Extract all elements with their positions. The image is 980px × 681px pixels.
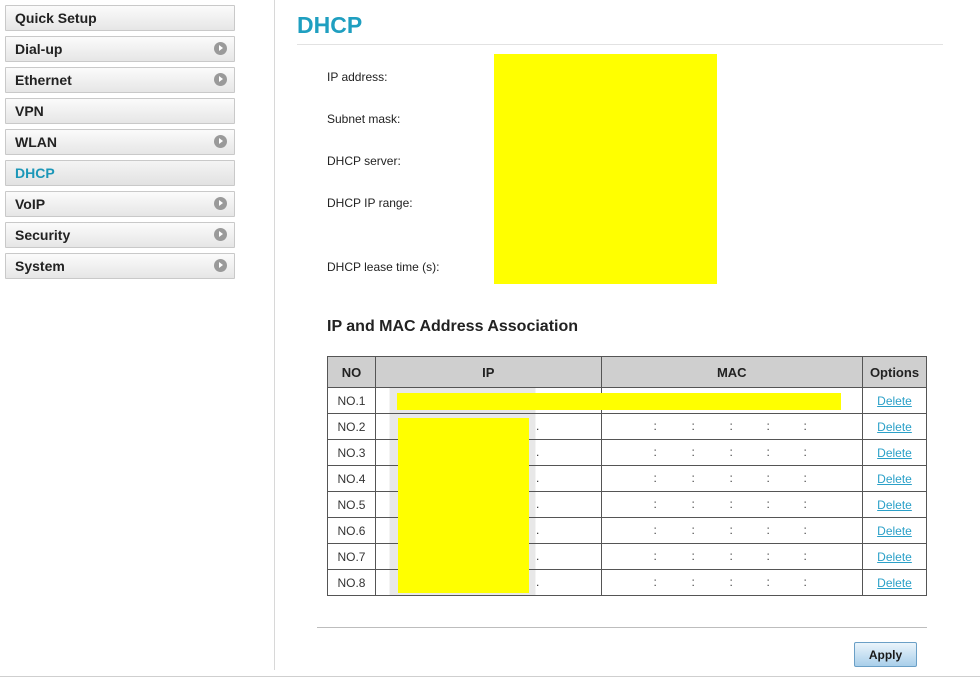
delete-link[interactable]: Delete [877,497,912,512]
mac-separator: : [691,523,695,537]
mac-input-cell[interactable] [601,466,863,492]
mac-input-cell[interactable] [601,414,863,440]
ip-separator: . [535,523,540,537]
mac-separator: : [729,419,733,433]
options-cell [863,518,927,544]
sidebar-item-dial-up[interactable] [5,36,235,62]
chevron-right-icon [214,228,227,241]
title-divider [297,44,943,45]
page-title: DHCP [297,12,363,38]
ip-separator: . [535,497,540,511]
mac-separator: : [803,471,807,485]
mac-separator: : [653,471,657,485]
column-header-no: NO [328,357,376,388]
mac-separator: : [653,497,657,511]
mac-input-cell[interactable] [601,440,863,466]
mac-input-cell[interactable] [601,544,863,570]
ip-separator: . [535,419,540,433]
mac-separator: : [691,575,695,589]
delete-link[interactable]: Delete [877,523,912,538]
mac-separator: : [766,445,770,459]
sidebar-item-dhcp[interactable] [5,160,235,186]
sidebar-item-system[interactable] [5,253,235,279]
column-header-ip: IP [375,357,601,388]
delete-link[interactable]: Delete [877,549,912,564]
sidebar-item-quick-setup[interactable] [5,5,235,31]
sidebar-item-label: Quick Setup [15,10,97,26]
form-bottom-divider [317,627,927,628]
ip-separator: . [535,445,540,459]
association-section-title: IP and MAC Address Association [327,318,579,335]
options-cell [863,414,927,440]
mac-separator: : [766,549,770,563]
mac-separator: : [803,445,807,459]
mac-separator: : [766,497,770,511]
mac-separator: : [691,445,695,459]
options-cell [863,466,927,492]
page-bottom-divider [0,676,980,677]
subnet-mask-label: Subnet mask: [327,112,401,126]
delete-link[interactable]: Delete [877,471,912,486]
delete-link[interactable]: Delete [877,445,912,460]
options-cell [863,544,927,570]
mac-separator: : [729,445,733,459]
row-number: NO.8 [328,570,376,596]
row-number: NO.7 [328,544,376,570]
options-cell [863,440,927,466]
delete-link[interactable]: Delete [877,393,912,408]
mac-separator: : [653,575,657,589]
sidebar-item-wlan[interactable] [5,129,235,155]
mac-input-cell[interactable] [601,570,863,596]
table-header-row [328,357,927,388]
redacted-settings-values [494,54,717,284]
dhcp-server-label: DHCP server: [327,154,401,168]
sidebar-item-label: Ethernet [15,72,72,88]
column-header-options: Options [863,357,927,388]
redacted-row-1-values [397,393,841,410]
sidebar-item-label: DHCP [15,165,55,181]
mac-separator: : [691,471,695,485]
mac-separator: : [653,549,657,563]
mac-input-cell[interactable] [601,492,863,518]
sidebar-item-vpn[interactable] [5,98,235,124]
sidebar-item-label: WLAN [15,134,57,150]
column-header-mac: MAC [601,357,863,388]
delete-link[interactable]: Delete [877,575,912,590]
chevron-right-icon [214,197,227,210]
ip-separator: . [535,575,540,589]
row-number: NO.2 [328,414,376,440]
mac-separator: : [691,549,695,563]
mac-separator: : [803,549,807,563]
row-number: NO.4 [328,466,376,492]
row-number: NO.5 [328,492,376,518]
mac-separator: : [766,419,770,433]
chevron-right-icon [214,135,227,148]
mac-separator: : [653,419,657,433]
chevron-right-icon [214,42,227,55]
mac-separator: : [653,445,657,459]
mac-separator: : [803,523,807,537]
chevron-right-icon [214,259,227,272]
mac-separator: : [729,575,733,589]
mac-separator: : [729,471,733,485]
sidebar-nav [5,5,235,284]
dhcp-ip-range-label: DHCP IP range: [327,196,413,210]
sidebar-divider [274,0,275,670]
mac-separator: : [766,575,770,589]
sidebar-item-label: VPN [15,103,44,119]
mac-separator: : [803,497,807,511]
options-cell [863,492,927,518]
mac-separator: : [766,471,770,485]
row-number: NO.6 [328,518,376,544]
mac-separator: : [729,497,733,511]
sidebar-item-label: VoIP [15,196,46,212]
ip-address-label: IP address: [327,70,388,84]
options-cell [863,388,927,414]
delete-link[interactable]: Delete [877,419,912,434]
sidebar-item-security[interactable] [5,222,235,248]
mac-separator: : [766,523,770,537]
mac-separator: : [691,419,695,433]
row-number: NO.1 [328,388,376,414]
mac-separator: : [691,497,695,511]
apply-button[interactable]: Apply [854,642,917,667]
mac-separator: : [803,575,807,589]
mac-input-cell[interactable] [601,518,863,544]
row-number: NO.3 [328,440,376,466]
chevron-right-icon [214,73,227,86]
redacted-ip-values [398,418,529,593]
sidebar-item-label: Security [15,227,71,243]
sidebar-item-label: System [15,258,65,274]
ip-separator: . [535,549,540,563]
ip-separator: . [535,471,540,485]
dhcp-lease-time-label: DHCP lease time (s): [327,260,440,274]
mac-separator: : [729,549,733,563]
options-cell [863,570,927,596]
sidebar-item-ethernet[interactable] [5,67,235,93]
mac-separator: : [803,419,807,433]
sidebar-item-label: Dial-up [15,41,63,57]
mac-separator: : [729,523,733,537]
mac-separator: : [653,523,657,537]
sidebar-item-voip[interactable] [5,191,235,217]
